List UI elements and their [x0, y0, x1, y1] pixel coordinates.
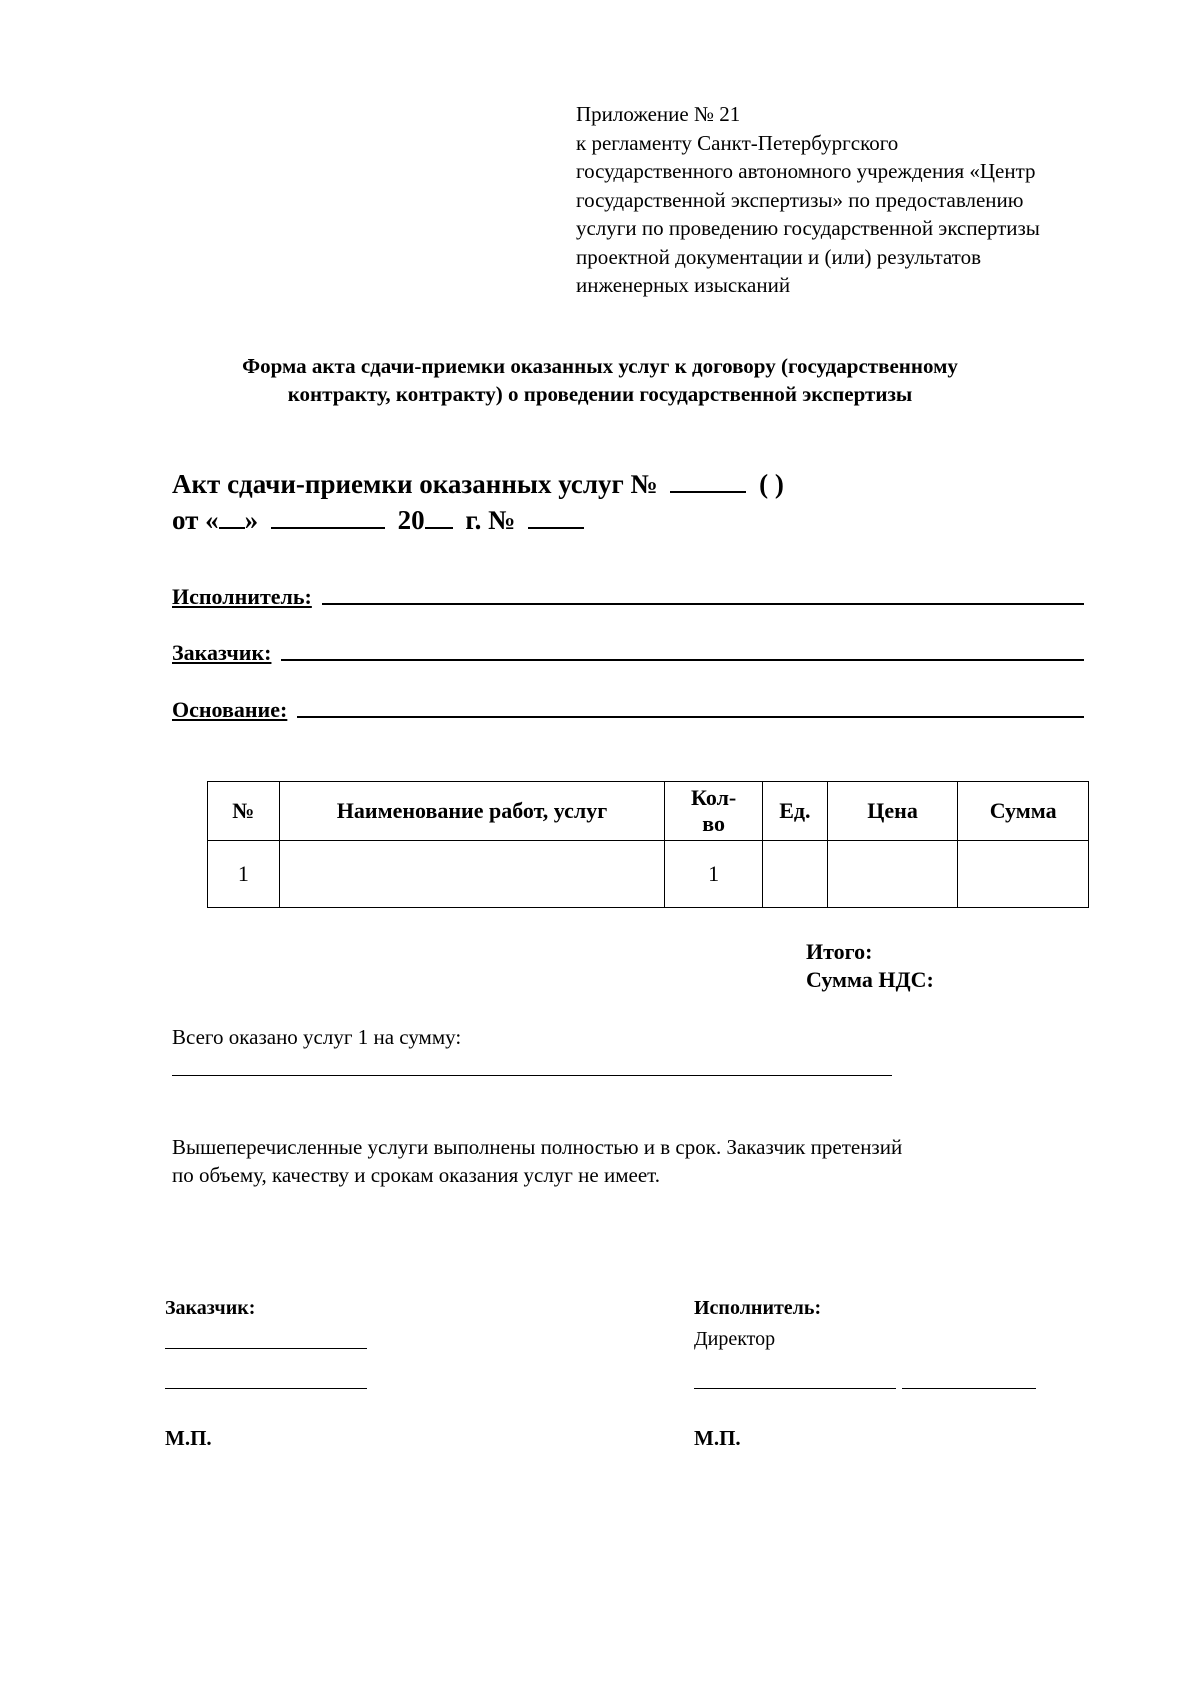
appendix-line: проектной документации и (или) результатов [576, 244, 981, 269]
col-qty-header [665, 782, 763, 841]
appendix-line: услуги по проведению государственной экспертизы [576, 216, 1040, 240]
act-paren: ( ) [759, 469, 784, 499]
year-suffix: г. № [465, 505, 516, 535]
executor-row [172, 584, 1084, 610]
cell-name[interactable] [279, 841, 665, 908]
form-title-line: Форма акта сдачи-приемки оказанных услуг к договору (государственному [242, 354, 958, 378]
col-qty-header-line: Кол- [691, 785, 737, 810]
col-name-header: Наименование работ, услуг [279, 782, 665, 841]
customer-field[interactable] [281, 659, 1084, 661]
executor-name-field[interactable] [902, 1388, 1036, 1389]
vat-label: Сумма НДС: [806, 967, 934, 992]
executor-title: Директор [694, 1328, 776, 1350]
month-blank[interactable] [271, 501, 385, 529]
customer-signature-field[interactable] [165, 1348, 367, 1349]
col-sum-header: Сумма [958, 782, 1089, 841]
day-blank[interactable] [219, 501, 245, 529]
customer-row [172, 640, 1084, 666]
act-heading-line-2 [172, 501, 784, 537]
cell-qty: 1 [665, 841, 763, 908]
col-price-header: Цена [827, 782, 958, 841]
appendix-line: Приложение № 21 [576, 102, 741, 126]
col-num-header: № [208, 782, 280, 841]
act-heading [172, 465, 784, 537]
act-heading-line-1 [172, 465, 784, 501]
statement-line: Вышеперечисленные услуги выполнены полностью и в срок. Заказчик претензий [172, 1135, 903, 1159]
cell-unit[interactable] [762, 841, 827, 908]
executor-signature-field[interactable] [694, 1388, 896, 1389]
executor-stamp: М.П. [694, 1426, 741, 1450]
basis-row [172, 697, 1084, 723]
act-number-blank[interactable] [670, 465, 746, 493]
services-table [207, 781, 1089, 908]
cell-price[interactable] [827, 841, 958, 908]
reg-number-blank[interactable] [528, 501, 584, 529]
signature-executor-label: Исполнитель: [694, 1297, 822, 1319]
year-prefix: 20 [397, 505, 425, 535]
appendix-line: инженерных изысканий [576, 273, 791, 297]
col-qty-header-line: во [702, 811, 725, 836]
customer-stamp: М.П. [165, 1426, 212, 1450]
customer-label: Заказчик: [172, 640, 272, 665]
statement-line: по объему, качеству и срокам оказания услуг не имеет. [172, 1163, 660, 1187]
col-unit-header: Ед. [762, 782, 827, 841]
summary-amount-field[interactable] [172, 1075, 892, 1076]
form-title-line: контракту, контракту) о проведении государственной экспертизы [287, 382, 913, 406]
cell-sum[interactable] [958, 841, 1089, 908]
year-blank[interactable] [425, 501, 453, 529]
date-quote-close: » [244, 505, 259, 535]
customer-name-field[interactable] [165, 1388, 367, 1389]
date-prefix: от « [172, 505, 219, 535]
executor-field[interactable] [322, 603, 1084, 605]
appendix-line: государственной экспертизы» по предоставлению [576, 187, 1024, 212]
cell-num: 1 [208, 841, 280, 908]
totals-block [806, 938, 934, 994]
table-row [208, 841, 1089, 908]
table-header-row [208, 782, 1089, 841]
statement [172, 1133, 1092, 1189]
appendix-line: к регламенту Санкт-Петербургского [576, 130, 899, 155]
appendix-header [576, 100, 1136, 300]
form-title [120, 352, 1080, 408]
basis-field[interactable] [297, 716, 1084, 718]
signature-customer-label: Заказчик: [165, 1297, 256, 1319]
executor-label: Исполнитель: [172, 584, 312, 609]
total-label: Итого: [806, 939, 873, 964]
summary-text: Всего оказано услуг 1 на сумму: [172, 1025, 462, 1049]
basis-label: Основание: [172, 697, 288, 722]
act-title: Акт сдачи-приемки оказанных услуг № [172, 469, 658, 499]
appendix-line: государственного автономного учреждения «Центр [576, 159, 1036, 183]
